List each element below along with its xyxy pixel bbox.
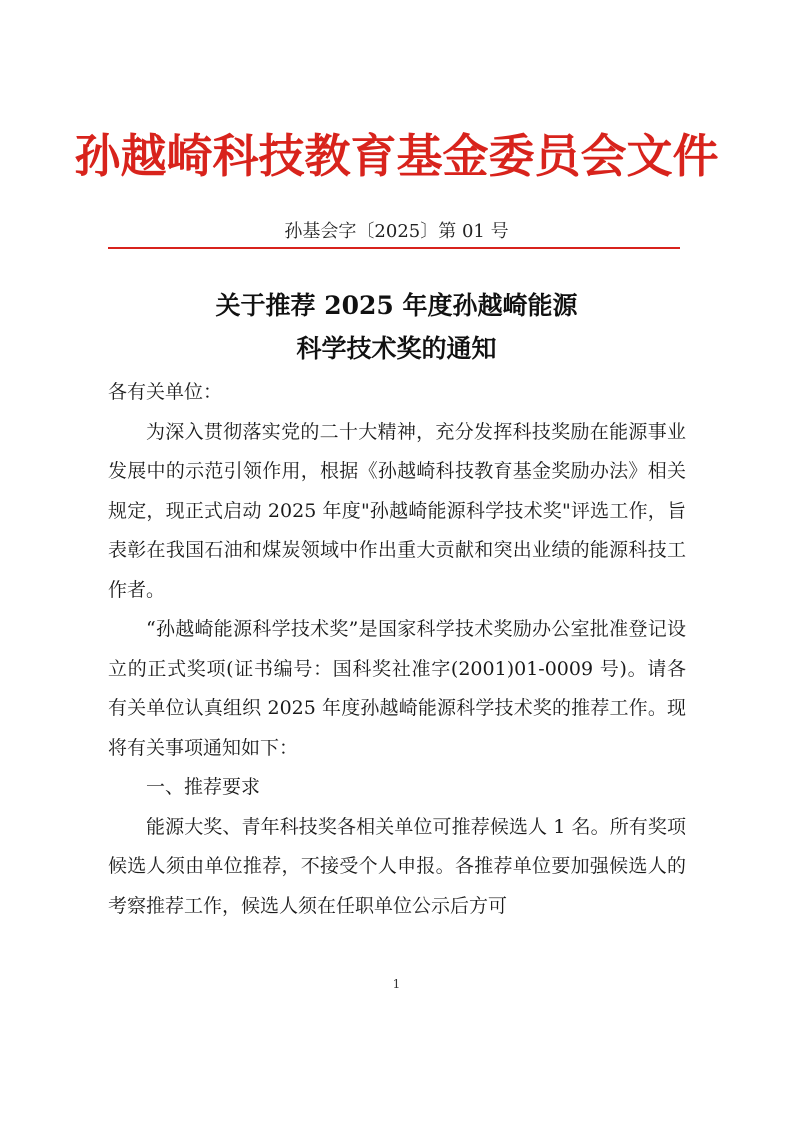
document-number: 孙基会字〔2025〕第 01 号 [284, 221, 509, 242]
notice-title-line-2: 科学技术奖的通知 [296, 334, 497, 363]
paragraph-recommendation-rules: 能源大奖、青年科技奖各相关单位可推荐候选人 1 名。所有奖项候选人须由单位推荐，不接受个人申报。各推荐单位要加强候选人的考察推荐工作，候选人须在任职单位公示后方可 [108, 815, 686, 917]
notice-body [108, 373, 686, 926]
notice-title [0, 284, 793, 370]
issuer-masthead: 孙越崎科技教育基金委员会文件 [74, 129, 719, 183]
page-number: 1 [392, 977, 401, 991]
paragraph-purpose: 为深入贯彻落实党的二十大精神，充分发挥科技奖励在能源事业发展中的示范引领作用，根据《孙越崎科技教育基金奖励办法》相关规定，现正式启动 2025 年度"孙越崎能源科学技术奖"评选工作，旨表彰在我国石油和煤炭领域中作出重大贡献和突出业绩的能源科技工作者。 [108, 420, 686, 601]
red-divider-line [108, 247, 680, 249]
section-heading-recommendation-requirements: 一、推荐要求 [146, 776, 261, 798]
paragraph-award-description: “孙越崎能源科学技术奖”是国家科学技术奖励办公室批准登记设立的正式奖项(证书编号：国科奖社准字(2001)01-0009 号)。请各有关单位认真组织 2025 年度孙越崎能源科学技术奖的推荐工作。现将有关事项通知如下： [108, 618, 686, 759]
salutation: 各有关单位： [108, 381, 223, 403]
notice-title-line-1: 关于推荐 2025 年度孙越崎能源 [215, 291, 578, 320]
